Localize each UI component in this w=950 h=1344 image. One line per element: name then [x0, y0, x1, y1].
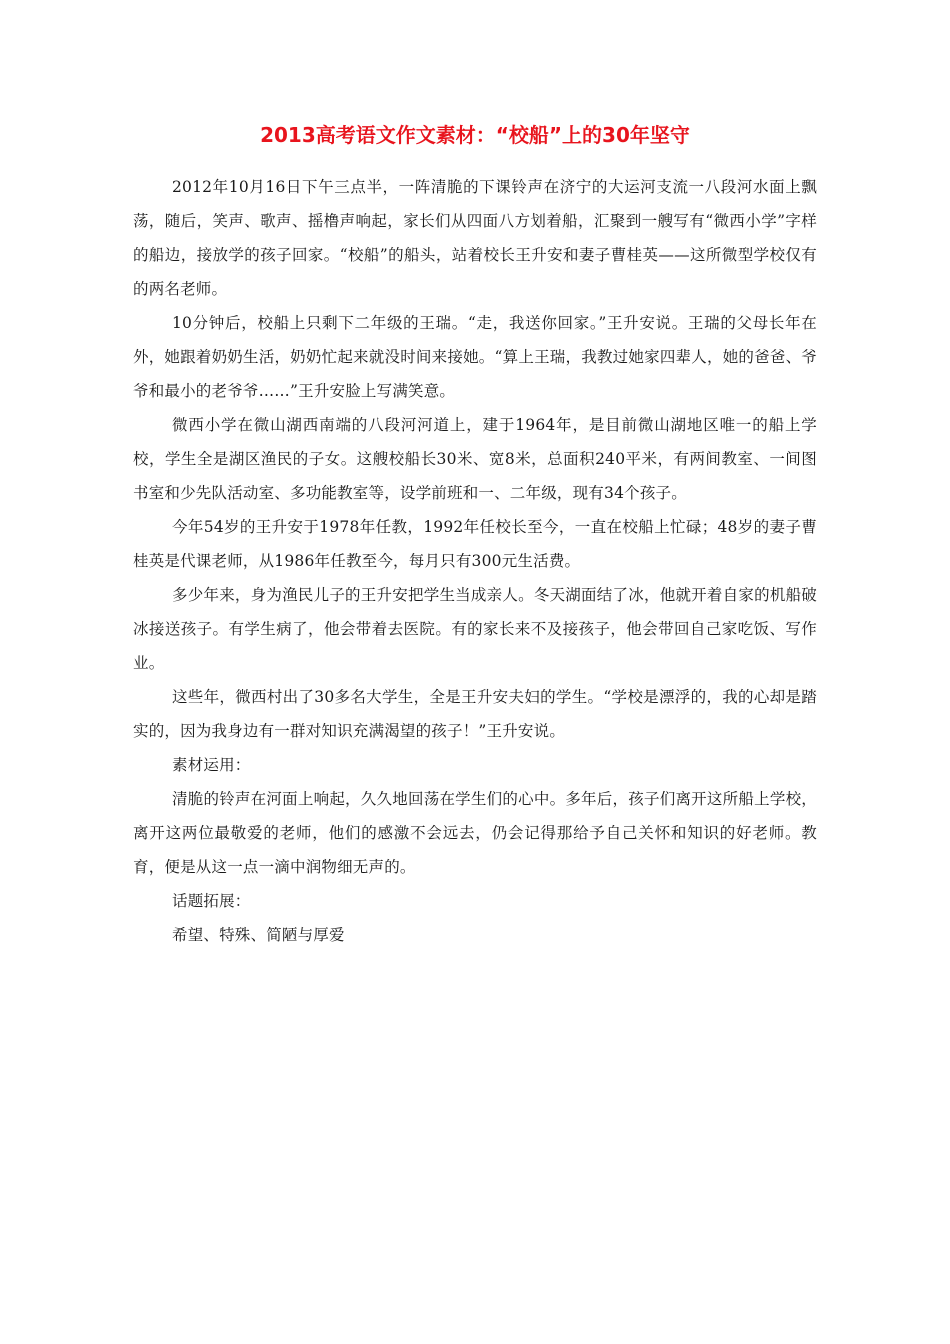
section-heading-usage: 素材运用： — [172, 756, 251, 774]
paragraph-topics: 希望、特殊、简陋与厚爱 — [172, 926, 345, 944]
paragraph-care: 多少年来，身为渔民儿子的王升安把学生当成亲人。冬天湖面结了冰，他就开着自家的机船破冰接送孩子。有学生病了，他会带着去医院。有的家长来不及接孩子，他会带回自己家吃饭、写作业。 — [133, 586, 817, 672]
paragraph-teachers: 今年54岁的王升安于1978年任教，1992年任校长至今，一直在校船上忙碌；48岁的妻子曹桂英是代课老师，从1986年任教至今，每月只有300元生活费。 — [133, 518, 817, 570]
paragraph-graduates: 这些年，微西村出了30多名大学生，全是王升安夫妇的学生。“学校是漂浮的，我的心却是踏实的，因为我身边有一群对知识充满渴望的孩子！”王升安说。 — [133, 688, 817, 740]
paragraph-wang-rui: 10分钟后，校船上只剩下二年级的王瑞。“走，我送你回家。”王升安说。王瑞的父母长年在外，她跟着奶奶生活，奶奶忙起来就没时间来接她。“算上王瑞，我教过她家四辈人，她的爸爸、爷爷和最小的老爷爷……”王升安脸上写满笑意。 — [133, 314, 817, 400]
paragraph-school-history: 微西小学在微山湖西南端的八段河河道上，建于1964年，是目前微山湖地区唯一的船上学校，学生全是湖区渔民的子女。这艘校船长30米、宽8米，总面积240平米，有两间教室、一间图书室和少先队活动室、多功能教室等，设学前班和一、二年级，现有34个孩子。 — [133, 416, 817, 502]
article-body — [133, 170, 817, 952]
paragraph-usage: 清脆的铃声在河面上响起，久久地回荡在学生们的心中。多年后，孩子们离开这所船上学校，离开这两位最敬爱的老师，他们的感激不会远去，仍会记得那给予自己关怀和知识的好老师。教育，便是从这一点一滴中润物细无声的。 — [133, 790, 817, 876]
paragraph-intro: 2012年10月16日下午三点半，一阵清脆的下课铃声在济宁的大运河支流一八段河水面上飘荡，随后，笑声、歌声、摇橹声响起，家长们从四面八方划着船，汇聚到一艘写有“微西小学”字样的船边，接放学的孩子回家。“校船”的船头，站着校长王升安和妻子曹桂英——这所微型学校仅有的两名老师。 — [133, 178, 817, 298]
section-heading-topics: 话题拓展： — [172, 892, 251, 910]
document-title: 2013高考语文作文素材：“校船”上的30年坚守 — [260, 123, 690, 147]
